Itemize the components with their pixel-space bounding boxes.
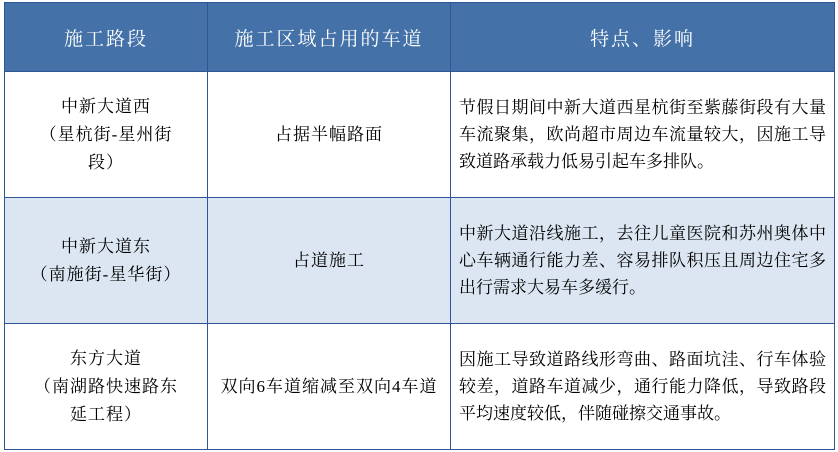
column-header-segment: 施工路段 (5, 3, 208, 72)
table-row (5, 324, 835, 450)
table-body (5, 72, 835, 450)
cell-effect: 因施工导致道路线形弯曲、路面坑洼、行车体验较差，道路车道减少，通行能力降低，导致路段平均速度较低，伴随碰擦交通事故。 (451, 324, 835, 450)
construction-impact-table (4, 2, 835, 450)
segment-line: 段） (88, 152, 124, 172)
table-header-row (5, 3, 835, 72)
segment-line: 东方大道 (70, 348, 142, 368)
column-header-effect: 特点、影响 (451, 3, 835, 72)
cell-segment (5, 324, 208, 450)
column-header-lane: 施工区域占用的车道 (208, 3, 451, 72)
segment-line: 中新大道东 (61, 236, 151, 256)
table-row (5, 72, 835, 198)
cell-lane: 占道施工 (208, 198, 451, 324)
segment-line: （南湖路快速路东 (34, 376, 178, 396)
table-row (5, 198, 835, 324)
cell-lane: 占据半幅路面 (208, 72, 451, 198)
cell-segment (5, 72, 208, 198)
segment-line: （星杭街-星州街 (39, 124, 173, 144)
segment-line: 延工程） (70, 404, 142, 424)
table-header (5, 3, 835, 72)
cell-effect: 节假日期间中新大道西星杭街至紫藤街段有大量车流聚集，欧尚超市周边车流量较大，因施工导致道路承载力低易引起车多排队。 (451, 72, 835, 198)
segment-line: 中新大道西 (61, 96, 151, 116)
cell-lane: 双向6车道缩减至双向4车道 (208, 324, 451, 450)
cell-segment (5, 198, 208, 324)
segment-line: （南施街-星华街） (30, 264, 182, 284)
cell-effect: 中新大道沿线施工，去往儿童医院和苏州奥体中心车辆通行能力差、容易排队积压且周边住宅多出行需求大易车多缓行。 (451, 198, 835, 324)
